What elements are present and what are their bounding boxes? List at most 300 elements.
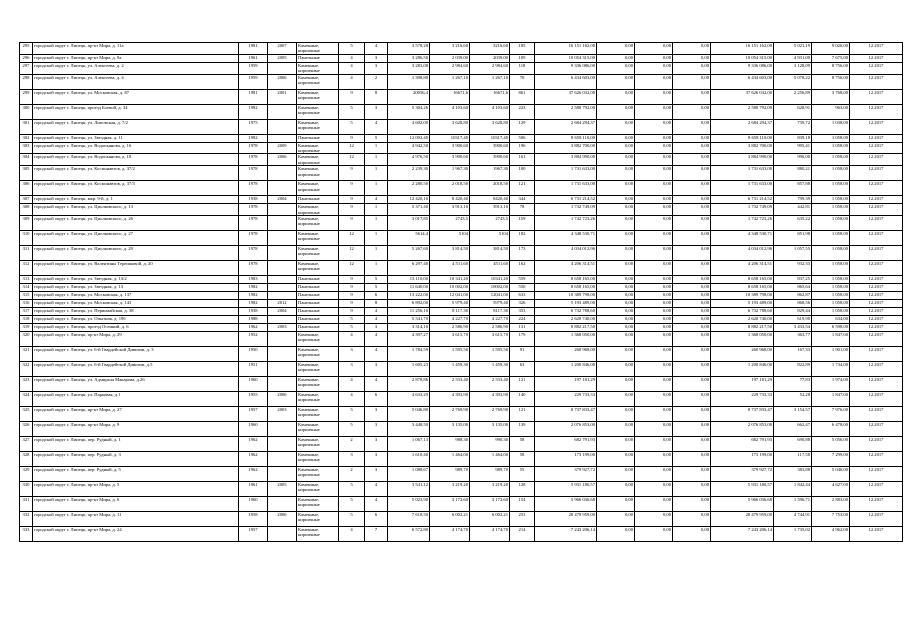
- cell-living-area-residential: 3 628,80: [470, 119, 510, 134]
- cell-year-renovated: 2005: [268, 482, 297, 497]
- cell-row-number: 332: [20, 512, 33, 527]
- cell-wall-material: Каменные, кирпичные: [297, 332, 339, 347]
- cell-living-area: 16671,6: [430, 89, 470, 104]
- cell-regional-cost: 0,00: [635, 527, 673, 542]
- cell-owners-cost: 8 658 110,00: [711, 134, 774, 142]
- table-row: [20, 300, 903, 308]
- cell-wall-material: Каменные, кирпичные: [297, 104, 339, 119]
- cell-residents: 121: [510, 407, 535, 422]
- cell-municipal-cost: 0,00: [673, 89, 711, 104]
- cell-entrances: 4: [365, 482, 388, 497]
- cell-total-cost: 6 434 603,00: [535, 74, 597, 89]
- cell-regional-cost: 0,00: [635, 119, 673, 134]
- cell-cost-per-sqm: 862,87: [774, 292, 812, 300]
- cell-fund-cost: 0,00: [597, 377, 635, 392]
- cell-municipal-cost: 0,00: [673, 308, 711, 316]
- cell-regional-cost: 0,00: [635, 300, 673, 308]
- cell-municipal-cost: 0,00: [673, 292, 711, 300]
- cell-cost-per-sqm: 3 433,54: [774, 324, 812, 332]
- cell-municipal-cost: 0,00: [673, 276, 711, 284]
- cell-planned-completion: 12.2017: [850, 119, 903, 134]
- cell-owners-cost: 1 731 633,00: [711, 166, 774, 181]
- cell-fund-cost: 0,00: [597, 332, 635, 347]
- cell-row-number: 302: [20, 134, 33, 142]
- cell-limit-cost-per-sqm: 6 478,00: [812, 422, 850, 437]
- table-row: [20, 104, 903, 119]
- cell-living-area-residential: 2 769,90: [470, 407, 510, 422]
- cell-total-cost: 9 336 086,00: [535, 62, 597, 74]
- cell-wall-material: Каменные, кирпичные: [297, 62, 339, 74]
- cell-regional-cost: 0,00: [635, 216, 673, 231]
- cell-total-cost: 8 658 110,00: [535, 134, 597, 142]
- cell-floors: 5: [339, 422, 365, 437]
- cell-living-area-residential: 8117,30: [470, 308, 510, 316]
- cell-year-renovated: [268, 452, 297, 467]
- cell-cost-per-sqm: 857,88: [774, 181, 812, 196]
- cell-row-number: 309: [20, 216, 33, 231]
- cell-living-area: 1 464,00: [430, 452, 470, 467]
- cell-fund-cost: 0,00: [597, 407, 635, 422]
- cell-row-number: 327: [20, 437, 33, 452]
- cell-floors: 9: [339, 216, 365, 231]
- cell-cost-per-sqm: 363,77: [774, 332, 812, 347]
- cell-limit-cost-per-sqm: 1 058,00: [812, 154, 850, 166]
- cell-regional-cost: 0,00: [635, 316, 673, 324]
- cell-regional-cost: 0,00: [635, 196, 673, 204]
- cell-entrances: 4: [365, 332, 388, 347]
- cell-year-built: 1961: [239, 54, 268, 62]
- cell-total-cost: 260 968,00: [535, 347, 597, 362]
- cell-floors: 9: [339, 196, 365, 204]
- cell-floors: 5: [339, 43, 365, 55]
- cell-row-number: 306: [20, 181, 33, 196]
- table-row: [20, 347, 903, 362]
- cell-fund-cost: 0,00: [597, 437, 635, 452]
- cell-fund-cost: 0,00: [597, 308, 635, 316]
- cell-row-number: 329: [20, 467, 33, 482]
- cell-entrances: 1: [365, 216, 388, 231]
- cell-year-built: 1959: [239, 74, 268, 89]
- table-row: [20, 142, 903, 154]
- cell-address: городской округ г. Липецк, пер. Рудный, д. 5: [33, 467, 239, 482]
- cell-year-renovated: 2004: [268, 308, 297, 316]
- cell-year-built: 1988: [239, 316, 268, 324]
- cell-living-area: 1 967,30: [430, 166, 470, 181]
- cell-entrances: 3: [365, 422, 388, 437]
- cell-limit-cost-per-sqm: 1 058,00: [812, 231, 850, 246]
- cell-municipal-cost: 0,00: [673, 407, 711, 422]
- cell-living-area: 5 979,40: [430, 300, 470, 308]
- cell-planned-completion: 12.2017: [850, 181, 903, 196]
- cell-year-renovated: [268, 362, 297, 377]
- cell-floors: 9: [339, 292, 365, 300]
- cell-total-cost: 1 200 846,00: [535, 362, 597, 377]
- cell-year-built: 1950: [239, 347, 268, 362]
- cell-floors: 5: [339, 324, 365, 332]
- cell-total-cost: 2 580 792,00: [535, 104, 597, 119]
- cell-fund-cost: 0,00: [597, 231, 635, 246]
- cell-limit-cost-per-sqm: 7 299,00: [812, 452, 850, 467]
- cell-address: городской округ г. Липецк, ул. Циолковского, д. 27: [33, 231, 239, 246]
- cell-floors: 12: [339, 261, 365, 276]
- cell-cost-per-sqm: 442,81: [774, 204, 812, 216]
- cell-owners-cost: 1 731 633,00: [711, 181, 774, 196]
- cell-address: городской округ г. Липецк, пер. Рудный, д. 3: [33, 452, 239, 467]
- cell-living-area: 1 459,30: [430, 362, 470, 377]
- cell-residents: 109: [510, 54, 535, 62]
- cell-limit-cost-per-sqm: 1 058,00: [812, 196, 850, 204]
- cell-limit-cost-per-sqm: 1 058,00: [812, 134, 850, 142]
- cell-wall-material: Каменные, кирпичные: [297, 527, 339, 542]
- cell-municipal-cost: 0,00: [673, 284, 711, 292]
- cell-regional-cost: 0,00: [635, 204, 673, 216]
- cell-living-area-residential: 8420,40: [470, 196, 510, 204]
- cell-total-area: 12 002,40: [388, 134, 430, 142]
- cell-fund-cost: 0,00: [597, 276, 635, 284]
- cell-fund-cost: 0,00: [597, 300, 635, 308]
- cell-living-area-residential: 1 459,30: [470, 362, 510, 377]
- cell-year-renovated: [268, 104, 297, 119]
- cell-living-area: 1 267,10: [430, 74, 470, 89]
- cell-row-number: 303: [20, 142, 33, 154]
- cell-fund-cost: 0,00: [597, 119, 635, 134]
- cell-municipal-cost: 0,00: [673, 324, 711, 332]
- cell-municipal-cost: 0,00: [673, 347, 711, 362]
- cell-planned-completion: 12.2017: [850, 308, 903, 316]
- cell-owners-cost: 2 684 294,37: [711, 119, 774, 134]
- cell-total-area: 2 878,86: [388, 377, 430, 392]
- cell-owners-cost: 379 927,72: [711, 467, 774, 482]
- cell-owners-cost: 173 199,00: [711, 452, 774, 467]
- cell-fund-cost: 0,00: [597, 154, 635, 166]
- cell-regional-cost: 0,00: [635, 142, 673, 154]
- cell-total-cost: 1 731 633,00: [535, 166, 597, 181]
- cell-fund-cost: 0,00: [597, 316, 635, 324]
- cell-limit-cost-per-sqm: 1 901,00: [812, 347, 850, 362]
- table-row: [20, 407, 903, 422]
- table-row: [20, 62, 903, 74]
- cell-floors: 3: [339, 452, 365, 467]
- cell-year-built: 1958: [239, 512, 268, 527]
- cell-living-area-residential: 3 615,70: [470, 332, 510, 347]
- cell-municipal-cost: 0,00: [673, 261, 711, 276]
- cell-floors: 9: [339, 276, 365, 284]
- cell-municipal-cost: 0,00: [673, 154, 711, 166]
- cell-planned-completion: 12.2017: [850, 62, 903, 74]
- cell-living-area: 2 533,40: [430, 377, 470, 392]
- cell-cost-per-sqm: 5 078,22: [774, 74, 812, 89]
- cell-wall-material: Каменные, кирпичные: [297, 422, 339, 437]
- cell-total-cost: 28 479 959,00: [535, 512, 597, 527]
- cell-planned-completion: 12.2017: [850, 467, 903, 482]
- table-row: [20, 437, 903, 452]
- cell-year-built: 1961: [239, 482, 268, 497]
- cell-year-built: 1959: [239, 62, 268, 74]
- cell-floors: 12: [339, 154, 365, 166]
- cell-total-area: 2 239,30: [388, 166, 430, 181]
- cell-entrances: 1: [365, 246, 388, 261]
- cell-address: городской округ г. Липецк, ул. Звездная, д. 13/2: [33, 276, 239, 284]
- cell-floors: 5: [339, 119, 365, 134]
- cell-municipal-cost: 0,00: [673, 54, 711, 62]
- cell-owners-cost: 1 732 749,09: [711, 204, 774, 216]
- cell-cost-per-sqm: 1 596,71: [774, 497, 812, 512]
- cell-living-area: 2743,5: [430, 216, 470, 231]
- cell-municipal-cost: 0,00: [673, 142, 711, 154]
- cell-total-area: 4 633,29: [388, 392, 430, 407]
- cell-address: городской округ г. Липецк, ул. Московская, д. 143: [33, 300, 239, 308]
- cell-municipal-cost: 0,00: [673, 246, 711, 261]
- cell-municipal-cost: 0,00: [673, 300, 711, 308]
- cell-year-built: 1955: [239, 392, 268, 407]
- cell-living-area: 3 814,50: [430, 246, 470, 261]
- cell-row-number: 313: [20, 276, 33, 284]
- table-row: [20, 316, 903, 324]
- cell-owners-cost: 2 620 740,00: [711, 316, 774, 324]
- cell-entrances: 4: [365, 196, 388, 204]
- cell-living-area: 8 117,30: [430, 308, 470, 316]
- cell-regional-cost: 0,00: [635, 482, 673, 497]
- cell-wall-material: Панельные: [297, 276, 339, 284]
- cell-row-number: 319: [20, 324, 33, 332]
- cell-living-area-residential: 2 586,90: [470, 324, 510, 332]
- cell-year-renovated: [268, 377, 297, 392]
- cell-row-number: 297: [20, 62, 33, 74]
- cell-year-built: 1960: [239, 497, 268, 512]
- cell-entrances: 5: [365, 284, 388, 292]
- cell-cost-per-sqm: 995,41: [774, 142, 812, 154]
- cell-living-area: 3 628,80: [430, 119, 470, 134]
- cell-entrances: 5: [365, 276, 388, 284]
- cell-entrances: 6: [365, 512, 388, 527]
- cell-year-built: 1982: [239, 104, 268, 119]
- cell-planned-completion: 12.2017: [850, 246, 903, 261]
- cell-planned-completion: 12.2017: [850, 284, 903, 292]
- cell-owners-cost: 4 034 012,96: [711, 246, 774, 261]
- cell-total-area: 3 286,50: [388, 54, 430, 62]
- cell-total-cost: 8 658 165,00: [535, 284, 597, 292]
- cell-row-number: 307: [20, 196, 33, 204]
- cell-row-number: 314: [20, 284, 33, 292]
- cell-living-area-residential: 2 533,40: [470, 377, 510, 392]
- cell-total-area: 11 256,10: [388, 308, 430, 316]
- cell-living-area: 3 219,20: [430, 482, 470, 497]
- cell-year-built: 1978: [239, 246, 268, 261]
- cell-floors: 9: [339, 181, 365, 196]
- cell-living-area: 3 913,10: [430, 204, 470, 216]
- cell-limit-cost-per-sqm: 5 046,00: [812, 467, 850, 482]
- cell-fund-cost: 0,00: [597, 181, 635, 196]
- cell-cost-per-sqm: 77,83: [774, 377, 812, 392]
- cell-living-area-residential: 989,70: [470, 467, 510, 482]
- table-row: [20, 204, 903, 216]
- cell-residents: 91: [510, 347, 535, 362]
- table-row: [20, 512, 903, 527]
- cell-living-area-residential: 2743,5: [470, 216, 510, 231]
- cell-cost-per-sqm: 117,58: [774, 452, 812, 467]
- cell-entrances: 6: [365, 292, 388, 300]
- cell-total-cost: 8 658 165,00: [535, 276, 597, 284]
- cell-residents: 121: [510, 181, 535, 196]
- cell-municipal-cost: 0,00: [673, 134, 711, 142]
- cell-fund-cost: 0,00: [597, 512, 635, 527]
- cell-entrances: 3: [365, 104, 388, 119]
- cell-living-area-residential: 16671,6: [470, 89, 510, 104]
- cell-owners-cost: 5 931 180,57: [711, 482, 774, 497]
- table-row: [20, 362, 903, 377]
- cell-year-built: 1960: [239, 422, 268, 437]
- cell-planned-completion: 12.2017: [850, 276, 903, 284]
- cell-fund-cost: 0,00: [597, 62, 635, 74]
- cell-address: городской округ г. Липецк, ул. Циолковского, д. 26: [33, 216, 239, 231]
- cell-fund-cost: 0,00: [597, 324, 635, 332]
- cell-year-renovated: [268, 422, 297, 437]
- cell-cost-per-sqm: 996,00: [774, 154, 812, 166]
- cell-municipal-cost: 0,00: [673, 467, 711, 482]
- cell-total-area: 6 572,80: [388, 527, 430, 542]
- cell-fund-cost: 0,00: [597, 89, 635, 104]
- cell-planned-completion: 12.2017: [850, 154, 903, 166]
- cell-planned-completion: 12.2017: [850, 166, 903, 181]
- cell-row-number: 300: [20, 104, 33, 119]
- table-row: [20, 246, 903, 261]
- cell-entrances: 2: [365, 74, 388, 89]
- cell-limit-cost-per-sqm: 634,00: [812, 316, 850, 324]
- cell-living-area: 988,30: [430, 437, 470, 452]
- cell-living-area-residential: 3 135,00: [470, 422, 510, 437]
- cell-residents: 182: [510, 231, 535, 246]
- cell-year-built: 1978: [239, 216, 268, 231]
- cell-row-number: 324: [20, 392, 33, 407]
- cell-total-area: 1 067,13: [388, 437, 430, 452]
- cell-fund-cost: 0,00: [597, 261, 635, 276]
- cell-residents: 550: [510, 284, 535, 292]
- cell-limit-cost-per-sqm: 7 976,00: [812, 407, 850, 422]
- cell-floors: 9: [339, 166, 365, 181]
- cell-municipal-cost: 0,00: [673, 482, 711, 497]
- table-row: [20, 332, 903, 347]
- cell-limit-cost-per-sqm: 1 058,00: [812, 216, 850, 231]
- cell-regional-cost: 0,00: [635, 452, 673, 467]
- cell-wall-material: Панельные: [297, 316, 339, 324]
- cell-regional-cost: 0,00: [635, 166, 673, 181]
- cell-owners-cost: 3 884 990,00: [711, 154, 774, 166]
- cell-row-number: 317: [20, 308, 33, 316]
- cell-total-area: 5 371,40: [388, 204, 430, 216]
- cell-total-cost: 16 151 162,00: [535, 43, 597, 55]
- cell-total-area: 5 267,60: [388, 246, 430, 261]
- cell-limit-cost-per-sqm: 1 058,00: [812, 142, 850, 154]
- cell-wall-material: Каменные, кирпичные: [297, 89, 339, 104]
- cell-year-renovated: [268, 261, 297, 276]
- cell-entrances: 4: [365, 497, 388, 512]
- cell-planned-completion: 12.2017: [850, 300, 903, 308]
- cell-regional-cost: 0,00: [635, 246, 673, 261]
- cell-living-area: 4 511,60: [430, 261, 470, 276]
- cell-municipal-cost: 0,00: [673, 377, 711, 392]
- cell-owners-cost: 9 336 086,00: [711, 62, 774, 74]
- cell-regional-cost: 0,00: [635, 497, 673, 512]
- cell-year-built: 1978: [239, 142, 268, 154]
- cell-regional-cost: 0,00: [635, 43, 673, 55]
- cell-wall-material: Каменные, кирпичные: [297, 119, 339, 134]
- cell-year-renovated: 2006: [268, 154, 297, 166]
- cell-cost-per-sqm: 383,88: [774, 467, 812, 482]
- cell-year-built: 1978: [239, 261, 268, 276]
- cell-year-renovated: [268, 246, 297, 261]
- cell-fund-cost: 0,00: [597, 467, 635, 482]
- cell-regional-cost: 0,00: [635, 437, 673, 452]
- cell-fund-cost: 0,00: [597, 482, 635, 497]
- cell-year-renovated: [268, 134, 297, 142]
- cell-address: городской округ г. Липецк, ул. Звездная, д. 11: [33, 134, 239, 142]
- cell-living-area-residential: 5979,40: [470, 300, 510, 308]
- cell-address: городской округ г. Липецк, ул. Циолковского, д. 13: [33, 204, 239, 216]
- cell-total-cost: 2 620 740,00: [535, 316, 597, 324]
- cell-planned-completion: 12.2017: [850, 261, 903, 276]
- cell-living-area-residential: 2039,00: [470, 54, 510, 62]
- cell-owners-cost: 5 966 036,68: [711, 497, 774, 512]
- cell-regional-cost: 0,00: [635, 261, 673, 276]
- table-row: [20, 166, 903, 181]
- cell-owners-cost: 5 193 489,00: [711, 300, 774, 308]
- cell-total-area: 2 280,50: [388, 181, 430, 196]
- cell-year-built: 1960: [239, 377, 268, 392]
- cell-entrances: 3: [365, 437, 388, 452]
- table-row: [20, 54, 903, 62]
- cell-municipal-cost: 0,00: [673, 166, 711, 181]
- cell-limit-cost-per-sqm: 8 756,00: [812, 74, 850, 89]
- cell-row-number: 322: [20, 362, 33, 377]
- cell-address: городской округ г. Липецк, ул. Липовская, д. 7/2: [33, 119, 239, 134]
- cell-total-area: 3 017,85: [388, 216, 430, 231]
- cell-floors: 3: [339, 362, 365, 377]
- cell-year-built: 1983: [239, 276, 268, 284]
- cell-total-cost: 1 731 633,00: [535, 181, 597, 196]
- cell-wall-material: Каменные, кирпичные: [297, 154, 339, 166]
- cell-planned-completion: 12.2017: [850, 324, 903, 332]
- cell-fund-cost: 0,00: [597, 452, 635, 467]
- cell-planned-completion: 12.2017: [850, 392, 903, 407]
- cell-regional-cost: 0,00: [635, 347, 673, 362]
- cell-fund-cost: 0,00: [597, 196, 635, 204]
- cell-row-number: 310: [20, 231, 33, 246]
- cell-limit-cost-per-sqm: 4 962,00: [812, 527, 850, 542]
- cell-row-number: 298: [20, 74, 33, 89]
- cell-living-area-residential: 3814,50: [470, 246, 510, 261]
- cell-year-renovated: [268, 437, 297, 452]
- cell-municipal-cost: 0,00: [673, 332, 711, 347]
- cell-cost-per-sqm: 868,56: [774, 300, 812, 308]
- cell-cost-per-sqm: 167,33: [774, 347, 812, 362]
- cell-year-built: 1978: [239, 166, 268, 181]
- cell-living-area: 3 615,70: [430, 332, 470, 347]
- cell-living-area-residential: 3 219,20: [470, 482, 510, 497]
- cell-cost-per-sqm: 865,64: [774, 284, 812, 292]
- table-row: [20, 422, 903, 437]
- cell-fund-cost: 0,00: [597, 392, 635, 407]
- cell-year-renovated: [268, 62, 297, 74]
- cell-living-area: 5104: [430, 231, 470, 246]
- cell-limit-cost-per-sqm: 1 974,00: [812, 377, 850, 392]
- table-row: [20, 308, 903, 316]
- cell-limit-cost-per-sqm: 4 627,00: [812, 482, 850, 497]
- cell-limit-cost-per-sqm: 1 058,00: [812, 181, 850, 196]
- cell-entrances: 1: [365, 261, 388, 276]
- cell-total-area: 3 314,10: [388, 324, 430, 332]
- cell-entrances: 3: [365, 467, 388, 482]
- cell-planned-completion: 12.2017: [850, 89, 903, 104]
